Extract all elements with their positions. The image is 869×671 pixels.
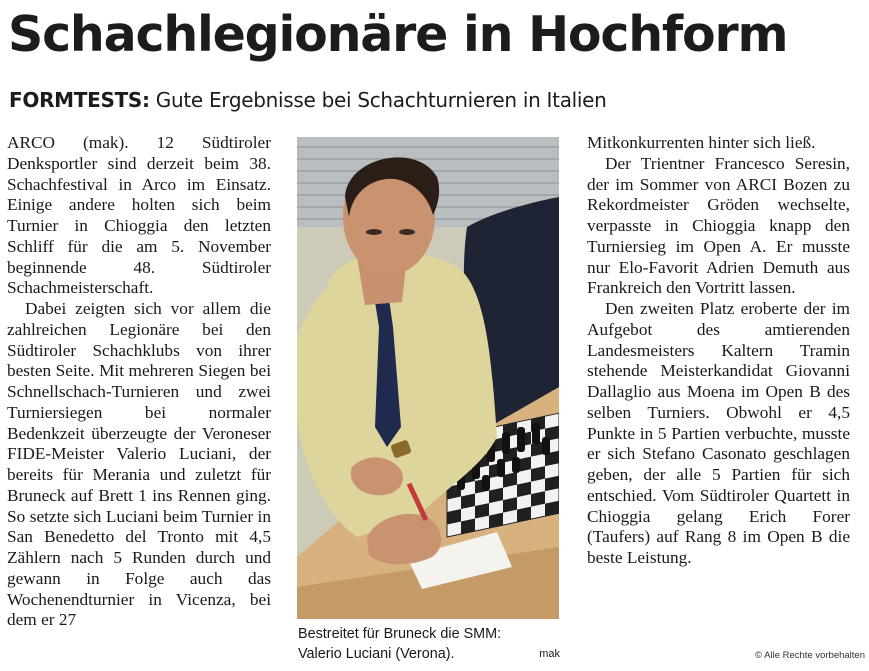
kicker: FORMTESTS:: [9, 88, 150, 112]
chess-player-photo: [297, 137, 559, 619]
caption-line-1: Bestreitet für Bruneck die SMM:: [298, 626, 502, 642]
paragraph: Der Trientner Francesco Seresin, der im Sommer von ARCI Bozen zu Rekordmeister Gröden wechselte, verpasste in Chioggia knapp den Turniersieg im Open A. Er musste nur Elo-Favorit Adrien Demuth aus Frankreich den Vortritt lassen.: [587, 153, 850, 298]
photo-credit: mak: [539, 647, 560, 660]
rights-notice: © Alle Rechte vorbehalten: [755, 650, 865, 661]
subheadline-row: [9, 86, 864, 114]
article-photo: [297, 137, 559, 619]
article-column-1: [7, 133, 271, 631]
paragraph: Den zweiten Platz eroberte der im Aufgebot des amtierenden Landesmeisters Kaltern Tramin stehende Meisterkandidat Giovanni Dallaglio aus Moena im Open B des selben Turniers. Obwohl er 4,5 Punkte in 5 Partien verbuchte, musste er sich Stefano Casonato geschlagen geben, der alle 5 Partien für sich entschied. Vom Südtiroler Quartett in Chioggia gelang Erich Forer (Taufers) auf Rang 8 im Open B die beste Leistung.: [587, 299, 850, 567]
subheadline: Gute Ergebnisse bei Schachturnieren in Italien: [155, 88, 607, 112]
caption-line-2: Valerio Luciani (Verona).: [298, 645, 455, 662]
paragraph: Mitkonkurrenten hinter sich ließ.: [587, 133, 816, 152]
article-column-3: [587, 133, 850, 569]
paragraph: ARCO (mak). 12 Südtiroler Denksportler sind derzeit beim 38. Schachfestival in Arco im Einsatz. Einige andere holten sich beim Turnier in Chioggia den letzten Schliff für die am 5. November beginnende 48. Südtiroler Schachmeisterschaft.: [7, 133, 271, 298]
headline: Schachlegionäre in Hochform: [8, 6, 788, 63]
paragraph: Dabei zeigten sich vor allem die zahlreichen Legionäre bei den Südtiroler Schachklubs von ihrer besten Seite. Mit mehreren Siegen bei Schnellschach-Turnieren und zwei Turniersiegen bei normaler Bedenkzeit überzeugte der Veroneser FIDE-Meister Valerio Luciani, der bereits für Merania und zuletzt für Bruneck auf Brett 1 ins Rennen ging. So setzte sich Luciani beim Turnier in San Benedetto del Tronto mit 4,5 Zählern nach 5 Runden durch und gewann in Folge auch das Wochenendturnier in Vicenza, bei dem er 27: [7, 299, 271, 630]
photo-caption: [298, 625, 560, 664]
